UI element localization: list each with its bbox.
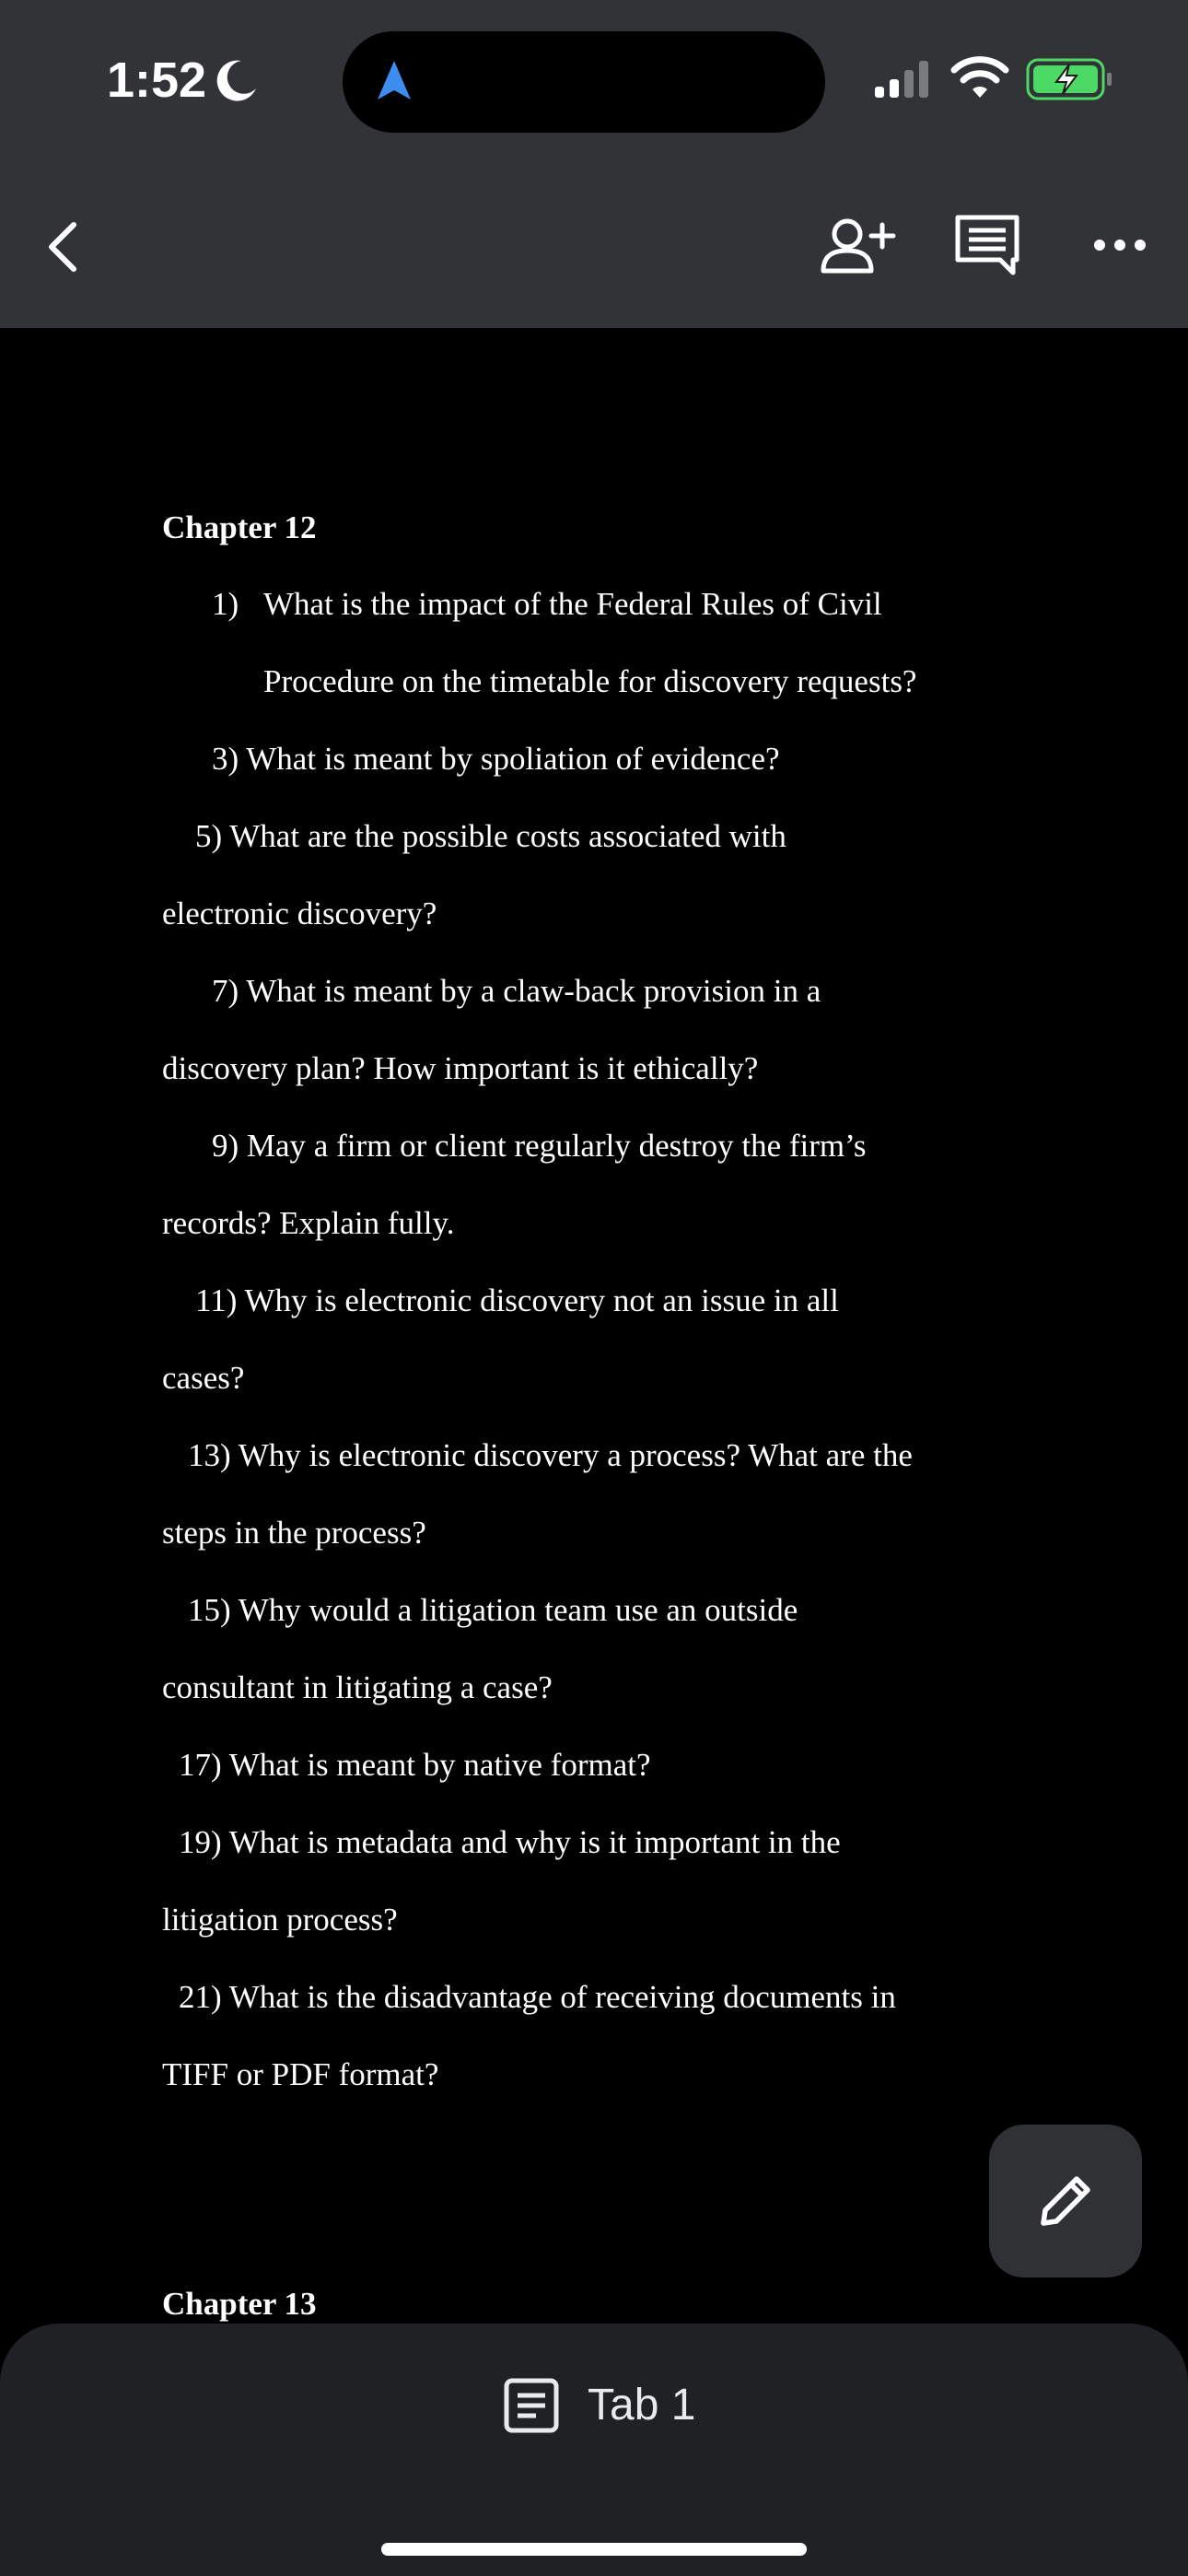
question-number: 1) xyxy=(212,586,239,622)
document-line: electronic discovery? xyxy=(162,896,437,931)
back-arrow-icon[interactable] xyxy=(37,210,96,284)
cellular-signal-icon xyxy=(873,59,932,100)
document-line: 21) What is the disadvantage of receiving documents in xyxy=(179,1979,896,2015)
document-tab-icon[interactable] xyxy=(501,2375,562,2436)
moon-icon xyxy=(214,57,260,103)
more-options-icon[interactable] xyxy=(1087,217,1153,273)
document-line: consultant in litigating a case? xyxy=(162,1669,553,1705)
document-line: 15) Why would a litigation team use an outside xyxy=(188,1592,798,1628)
document-line: 7) What is meant by a claw-back provision in a xyxy=(212,973,821,1009)
top-bar xyxy=(0,0,1188,328)
document-line: 9) May a firm or client regularly destroy the firm’s xyxy=(212,1128,867,1164)
document-line: litigation process? xyxy=(162,1902,398,1938)
document-line: steps in the process? xyxy=(162,1515,426,1551)
document-line: Procedure on the timetable for discovery requests? xyxy=(263,663,917,699)
battery-charging-icon xyxy=(1026,57,1114,101)
tab-label[interactable]: Tab 1 xyxy=(588,2381,696,2430)
document-line: What is the impact of the Federal Rules of Civil xyxy=(263,586,882,622)
document-line: 19) What is metadata and why is it important in the xyxy=(179,1824,841,1860)
document-line: 11) Why is electronic discovery not an issue in all xyxy=(195,1282,839,1318)
chapter-heading: Chapter 13 xyxy=(162,2286,317,2322)
document-line: 5) What are the possible costs associated with xyxy=(195,818,786,854)
document-line: 3) What is meant by spoliation of evidence? xyxy=(212,741,780,777)
edit-button[interactable] xyxy=(989,2125,1142,2277)
pencil-icon xyxy=(1032,2168,1099,2234)
bottom-tab-bar xyxy=(0,2324,1188,2576)
document-line: discovery plan? How important is it ethically? xyxy=(162,1050,759,1086)
navigation-arrow-icon xyxy=(374,59,414,101)
document-line: 13) Why is electronic discovery a process? What are the xyxy=(188,1437,913,1473)
document-line: records? Explain fully. xyxy=(162,1205,455,1241)
wifi-icon xyxy=(950,55,1009,100)
document-line: TIFF or PDF format? xyxy=(162,2056,439,2092)
status-time: 1:52 xyxy=(107,53,207,108)
chapter-heading: Chapter 12 xyxy=(162,509,317,545)
dynamic-island xyxy=(343,31,825,133)
add-person-icon[interactable] xyxy=(816,208,899,282)
home-indicator[interactable] xyxy=(381,2543,807,2556)
comment-icon[interactable] xyxy=(952,208,1022,282)
document-line: cases? xyxy=(162,1360,245,1396)
document-line: 17) What is meant by native format? xyxy=(179,1747,651,1783)
